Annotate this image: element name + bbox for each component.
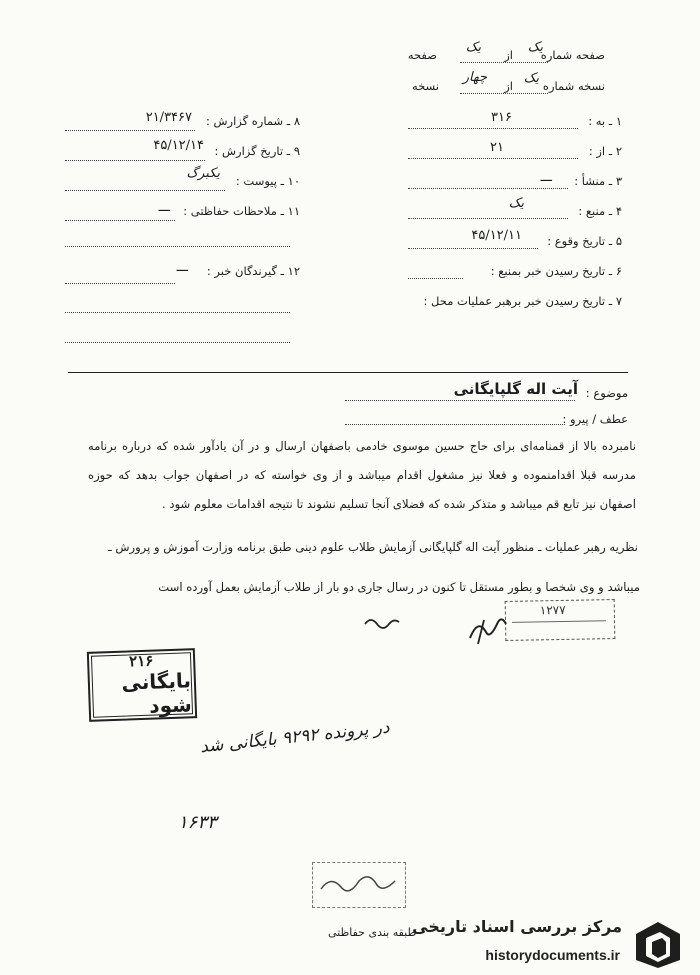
page-number-line — [395, 40, 605, 66]
copy-word: نسخه — [411, 79, 439, 93]
copy-number: یک — [523, 71, 539, 86]
field-security-notes: ۱۱ ـ ملاحظات حفاظتی : ـــ — [158, 200, 300, 218]
field-news-to-leader-date: ۷ ـ تاریخ رسیدن خبر برهبر عملیات محل : — [423, 294, 622, 308]
field-report-date: ۹ ـ تاریخ گزارش : ۴۵/۱۲/۱۴ — [153, 138, 300, 158]
page-label: صفحه شماره — [540, 48, 605, 62]
header-separator — [68, 372, 628, 373]
received-stamp — [505, 599, 616, 641]
subject-value: آیت اله گلپایگانی — [453, 380, 578, 398]
field-recipients: ۱۲ ـ گیرندگان خبر : ـــ — [176, 260, 300, 278]
field-to-value: ۳۱۶ — [491, 110, 512, 125]
copy-of: از — [504, 79, 513, 93]
report-body: نامبرده بالا از قمنامه‌ای برای حاج حسین موسوی خادمی باصفهان ارسال و در آن یادآور شده که درباره برنامه مدرسه قبلا اقدامنموده و فعلا نیز مشغول اقدام میباشد و از وی خواسته که در اصفهان جواب بدهد که حوزه اصفهان نیز تابع قم میباشد و متذکر شده که فضلای آنجا تسلیم نشوند تا نتیجه اقدامات معلوم شود . — [88, 439, 636, 511]
filing-note-number: ۱۶۳۳ — [178, 812, 217, 833]
footer-website: historydocuments.ir — [485, 947, 620, 963]
field-origin-value: ـــ — [540, 170, 552, 185]
field-source-value: یک — [508, 196, 524, 211]
field-news-to-source-date: ۶ ـ تاریخ رسیدن خبر بمنبع : — [490, 264, 622, 278]
leader-comment-line2: میباشد و وی شخصا و بطور مستقل تا کنون در رسال جاری دو بار از طلاب آزمایش بعمل آورده است — [158, 580, 640, 594]
initials-scribble — [360, 604, 510, 652]
reference-line — [428, 412, 628, 430]
reference-label: عطف / پیرو : — [562, 412, 628, 426]
field-attachment: ۱۰ ـ پیوست : یکبرگ — [186, 166, 300, 188]
field-source: ۴ ـ منبع : یک — [508, 196, 622, 218]
copy-total: چهار — [462, 70, 487, 85]
archive-stamp-text: بایگانی شود — [121, 668, 193, 718]
field-from-value: ۲۱ — [490, 140, 504, 155]
page-word: صفحه — [407, 48, 437, 62]
field-report-number-value: ۲۱/۳۴۶۷ — [145, 110, 192, 125]
filing-note: در پرونده ۹۲۹۲ بایگانی شد — [199, 717, 391, 758]
field-recipients-value: ـــ — [176, 260, 188, 275]
field-event-date-value: ۴۵/۱۲/۱۱ — [471, 228, 522, 243]
field-origin: ۳ ـ منشأ : ـــ — [540, 170, 622, 188]
classification-label: طبقه بندی حفاظتی — [328, 926, 417, 939]
field-from: ۲ ـ از : ۲۱ — [490, 140, 622, 158]
field-event-date: ۵ ـ تاریخ وقوع : ۴۵/۱۲/۱۱ — [471, 228, 622, 248]
footer-org-name: مرکز بررسی اسناد تاریخی — [412, 917, 622, 936]
received-stamp-number: ۱۲۷۷ — [539, 602, 566, 618]
field-security-notes-value: ـــ — [158, 200, 170, 215]
archive-stamp — [87, 648, 197, 722]
field-attachment-value: یکبرگ — [186, 166, 220, 181]
field-to: ۱ ـ به : ۳۱۶ — [491, 110, 622, 128]
footer-watermark — [0, 900, 700, 975]
field-report-number: ۸ ـ شماره گزارش : ۲۱/۳۴۶۷ — [145, 110, 300, 128]
leader-comment-line1: نظریه رهبر عملیات ـ منظور آیت اله گلپایگانی آزمایش طلاب علوم دینی طبق برنامه وزارت آموزش و پرورش ـ — [108, 540, 638, 554]
subject-label: موضوع : — [585, 386, 628, 400]
page-number: یک — [527, 40, 543, 55]
signature-scribble — [313, 863, 403, 905]
copy-label: نسخه شماره — [542, 79, 605, 93]
archive-logo-icon — [630, 916, 686, 972]
archive-stamp-number: ۲۱۶ — [128, 651, 154, 671]
copy-number-line — [395, 70, 605, 97]
page-total: یک — [465, 40, 481, 55]
page-of: از — [504, 48, 513, 62]
field-report-date-value: ۴۵/۱۲/۱۴ — [153, 138, 204, 153]
